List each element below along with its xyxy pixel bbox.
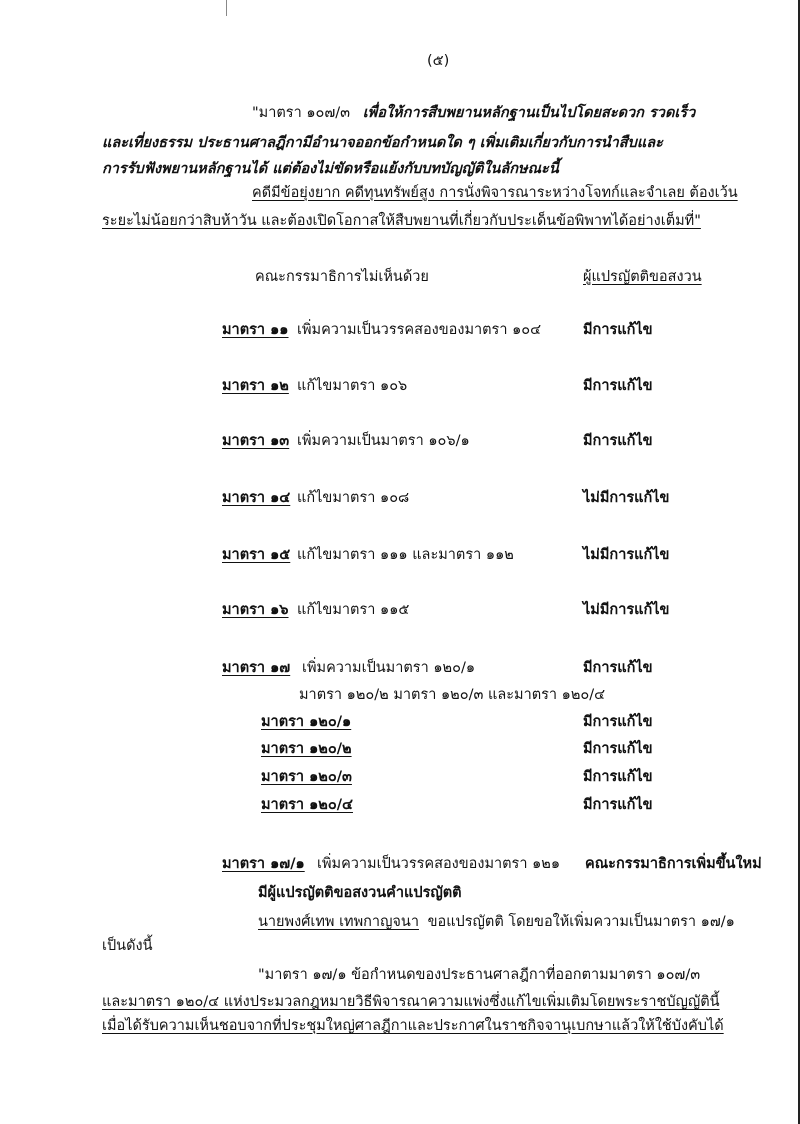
- section-status: มีการแก้ไข: [583, 660, 653, 676]
- final-quote-line-1: "มาตรา ๑๗/๑ ข้อกำหนดของประธานศาลฎีกาที่ออกตามมาตรา ๑๐๗/๓: [258, 967, 701, 983]
- as-follows: เป็นดังนี้: [102, 938, 153, 954]
- subsection-label: มาตรา ๑๒๐/๓: [261, 769, 352, 785]
- section-description: แก้ไขมาตรา ๑๑๕: [297, 602, 410, 618]
- section-description: เพิ่มความเป็นวรรคสองของมาตรา ๑๐๔: [297, 322, 542, 338]
- final-quote-line-2: และมาตรา ๑๒๐/๔ แห่งประมวลกฎหมายวิธีพิจารณาความแพ่งซึ่งแก้ไขเพิ่มเติมโดยพระราชบัญญัตินี้: [102, 994, 720, 1010]
- subsection-label: มาตรา ๑๒๐/๑: [261, 714, 352, 730]
- quote-italic-text: เพื่อให้การสืบพยานหลักฐานเป็นไปโดยสะดวก รวดเร็ว: [362, 105, 696, 121]
- section-status: มีการแก้ไข: [583, 378, 653, 394]
- section-description: เพิ่มความเป็นวรรคสองของมาตรา ๑๒๑: [317, 856, 561, 872]
- section-status: คณะกรรมาธิการเพิ่มขึ้นใหม่: [585, 856, 762, 872]
- section-status: ไม่มีการแก้ไข: [583, 547, 670, 563]
- section-description: แก้ไขมาตรา ๑๑๑ และมาตรา ๑๑๒: [297, 547, 514, 563]
- header-committee-disagrees: คณะกรรมาธิการไม่เห็นด้วย: [255, 269, 429, 285]
- quote-line-1: [252, 104, 695, 122]
- quote-line-4: คดีมีข้อยุ่งยาก คดีทุนทรัพย์สูง การนั่งพิจารณาระหว่างโจทก์และจำเลย ต้องเว้น: [252, 185, 738, 201]
- section-label: มาตรา ๑๕: [222, 547, 291, 563]
- mover-line: [258, 913, 735, 931]
- quote-line-3: การรับฟังพยานหลักฐานได้ แต่ต้องไม่ขัดหรือแย้งกับบทบัญญัติในลักษณะนี้: [102, 161, 559, 177]
- reservation-heading: มีผู้แปรญัตติขอสงวนคำแปรญัตติ: [258, 885, 462, 901]
- section-status: มีการแก้ไข: [583, 433, 653, 449]
- subsection-status: มีการแก้ไข: [583, 769, 653, 785]
- subsection-label: มาตรา ๑๒๐/๒: [261, 741, 352, 757]
- page-number: (๕): [427, 53, 450, 69]
- section-description: เพิ่มความเป็นมาตรา ๑๒๐/๑: [302, 660, 476, 676]
- section-label: มาตรา ๑๔: [222, 490, 291, 506]
- quote-line-5: ระยะไม่น้อยกว่าสิบห้าวัน และต้องเปิดโอกาสให้สืบพยานที่เกี่ยวกับประเด็นข้อพิพาทได้อย่างเต็มที่": [102, 213, 701, 229]
- section-label: มาตรา ๑๖: [222, 602, 289, 618]
- scan-mark: [226, 0, 227, 16]
- section-status: ไม่มีการแก้ไข: [583, 490, 670, 506]
- section-status: มีการแก้ไข: [583, 322, 653, 338]
- section-label: มาตรา ๑๓: [222, 433, 290, 449]
- section-description: แก้ไขมาตรา ๑๐๖: [297, 378, 408, 394]
- section-description: แก้ไขมาตรา ๑๐๘: [297, 490, 410, 506]
- section-label: มาตรา ๑๒: [222, 378, 289, 394]
- subsection-label: มาตรา ๑๒๐/๔: [261, 797, 353, 813]
- final-quote-line-3: เมื่อได้รับความเห็นชอบจากที่ประชุมใหญ่ศาลฎีกาและประกาศในราชกิจจานุเบกษาแล้วให้ใช้บังคับได้: [102, 1018, 724, 1034]
- subsection-status: มีการแก้ไข: [583, 741, 653, 757]
- mover-text: ขอแปรญัตติ โดยขอให้เพิ่มความเป็นมาตรา ๑๗/๑: [427, 914, 735, 930]
- quote-section-number: "มาตรา ๑๐๗/๓: [252, 105, 351, 121]
- header-reserved-amendment: ผู้แปรญัตติขอสงวน: [583, 269, 702, 285]
- section-label: มาตรา ๑๑: [222, 322, 289, 338]
- quote-line-2: และเที่ยงธรรม ประธานศาลฎีกามีอำนาจออกข้อกำหนดใด ๆ เพิ่มเติมเกี่ยวกับการนำสืบและ: [102, 135, 663, 151]
- section-continuation: มาตรา ๑๒๐/๒ มาตรา ๑๒๐/๓ และมาตรา ๑๒๐/๔: [299, 687, 606, 703]
- section-status: ไม่มีการแก้ไข: [583, 602, 670, 618]
- subsection-status: มีการแก้ไข: [583, 797, 653, 813]
- section-description: เพิ่มความเป็นมาตรา ๑๐๖/๑: [297, 433, 470, 449]
- subsection-status: มีการแก้ไข: [583, 714, 653, 730]
- mover-name: นายพงศ์เทพ เทพกาญจนา: [258, 914, 419, 930]
- section-label: มาตรา ๑๗/๑: [222, 856, 305, 872]
- section-label: มาตรา ๑๗: [222, 660, 291, 676]
